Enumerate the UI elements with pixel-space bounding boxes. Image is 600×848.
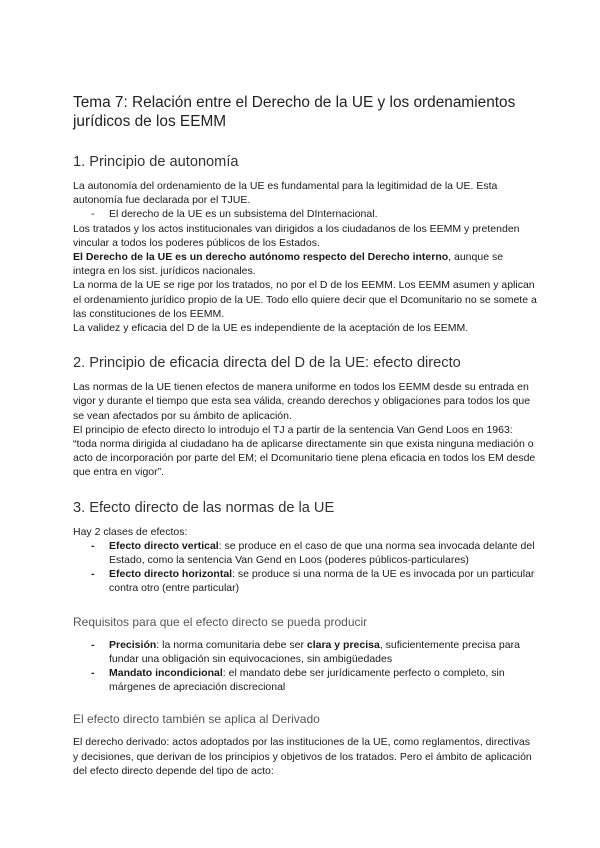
dash-bullet: - — [91, 568, 95, 581]
paragraph-text: , aunque se integra en los sist. jurídicos nacionales. — [73, 251, 504, 278]
subsection-derivado — [73, 712, 538, 778]
dash-bullet: - — [91, 539, 95, 552]
bullet-list — [73, 207, 538, 221]
section-autonomia — [73, 153, 538, 335]
paragraph: El derecho derivado: actos adoptados por las instituciones de la UE, como reglamentos, directivas y decisiones, que derivan de los principios y objetivos de los tratados. Pero el ámbito de aplicación del efecto directo depende del tipo de acto: — [73, 736, 532, 777]
list-item — [73, 207, 538, 221]
paragraph: La norma de la UE se rige por los tratados, no por el D de los EEMM. Los EEMM asumen y aplican el ordenamiento jurídico propio de la UE. Todo ello quiere decir que el Dcomunitario no se somete a las constituciones de los EEMM. — [73, 279, 537, 320]
subsection-heading: Requisitos para que el efecto directo se pueda producir — [73, 614, 368, 629]
section-efecto-directo — [73, 499, 538, 596]
bullet-list — [73, 638, 538, 695]
document-content — [73, 93, 538, 796]
section-heading: 1. Principio de autonomía — [73, 154, 239, 170]
paragraph: La autonomía del ordenamiento de la UE es fundamental para la legitimidad de la UE. Esta autonomía fue declarada por el TJUE. — [73, 180, 498, 207]
paragraph: El principio de efecto directo lo introdujo el TJ a partir de la sentencia Van Gend Loos en 1963: “toda norma dirigida al ciudadano ha de aplicarse directamente sin que exista ninguna mediación o acto de incorporación por parte del EM; el Dcomunitario tiene plena eficacia en todos los EM desde que entra en vigor”. — [73, 423, 536, 479]
paragraph: Los tratados y los actos institucionales van dirigidos a los ciudadanos de los EEMM y pretenden vincular a todos los poderes públicos de los Estados. — [73, 222, 520, 249]
list-item-text: El derecho de la UE es un subsistema del DInternacional. — [109, 208, 378, 221]
list-item-text: : se produce si una norma de la UE es invocada por un particular contra otro (entre particular) — [109, 568, 535, 595]
section-heading: 3. Efecto directo de las normas de la UE — [73, 499, 335, 516]
list-item-text: , suficientemente precisa para fundar una obligación sin equivocaciones, sin ambigüedades — [109, 638, 520, 665]
list-item — [73, 666, 538, 694]
list-item-text: : la norma comunitaria debe ser — [156, 638, 307, 651]
bold-text: El Derecho de la UE es un derecho autónomo respecto del Derecho interno — [73, 251, 449, 264]
bold-text: Precisión — [109, 638, 157, 651]
document-title: Tema 7: Relación entre el Derecho de la UE y los ordenamientos jurídicos de los EEMM — [73, 94, 516, 130]
list-item — [73, 539, 538, 567]
dash-bullet: - — [91, 208, 95, 221]
bullet-list — [73, 539, 538, 596]
subsection-requisitos — [73, 615, 538, 695]
bold-text: Efecto directo horizontal — [109, 568, 233, 581]
list-item — [73, 567, 538, 595]
paragraph: La validez y eficacia del D de la UE es independiente de la aceptación de los EEMM. — [73, 322, 469, 335]
list-item — [73, 638, 538, 666]
paragraph — [73, 250, 538, 278]
section-eficacia-directa — [73, 354, 538, 479]
dash-bullet: - — [91, 638, 95, 651]
paragraph: Hay 2 clases de efectos: — [73, 525, 188, 538]
bold-text: clara y precisa — [306, 638, 380, 651]
bold-text: Efecto directo vertical — [109, 539, 219, 552]
dash-bullet: - — [91, 667, 95, 680]
bold-text: Mandato incondicional — [109, 667, 223, 680]
paragraph: Las normas de la UE tienen efectos de manera uniforme en todos los EEMM desde su entrada en vigor y durante el tiempo que esta sea válida, creando derechos y obligaciones para todos los que se vean afectados por su ámbito de aplicación. — [73, 381, 531, 422]
section-heading: 2. Principio de eficacia directa del D de la UE: efecto directo — [73, 355, 461, 372]
list-item-text: : se produce en el caso de que una norma sea invocada delante del Estado, como la sentencia Van Gend en Loos (poderes públicos-particulares) — [109, 539, 535, 567]
list-item-text: : el mandato debe ser jurídicamente perfecto o completo, sin márgenes de apreciación discrecional — [109, 667, 505, 694]
subsection-heading: El efecto directo también se aplica al Derivado — [73, 712, 320, 727]
